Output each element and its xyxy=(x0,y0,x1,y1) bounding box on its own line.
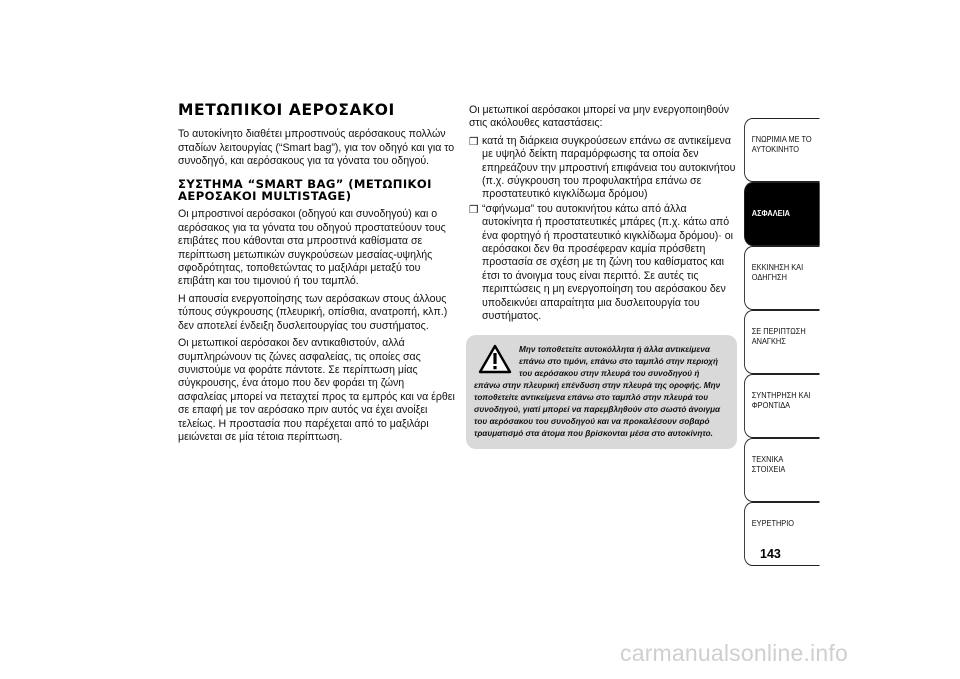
body-paragraph-2: Η απουσία ενεργοποίησης των αερόσακων στους άλλους τύπους σύγκρουσης (πλευρική, οπίσθια, ανατροπή, κλπ.) δεν αποτελεί ένδειξη δυσλειτουργίας του συστήματος. xyxy=(178,292,448,332)
page-number: 143 xyxy=(760,547,781,561)
right-column xyxy=(469,104,737,449)
watermark: carmanualsonline.info xyxy=(620,640,848,666)
section-title: ΜΕΤΩΠΙΚΟΙ ΑΕΡΟΣΑΚΟΙ xyxy=(178,101,395,119)
warning-triangle-icon xyxy=(478,344,512,374)
warning-text: Μην τοποθετείτε αυτοκόλλητα ή άλλα αντικείμενα επάνω στο τιμόνι, επάνω στο ταμπλό στην περιοχή του αερόσακου στην πλευρά του συνοδηγού ή επάνω στην πλευρική επένδυση στην πλευρά της οροφής. Μην τοποθετείτε αντικείμενα επάνω στο ταμπλό στην πλευρά του συνοδηγού, γιατί μπορεί να παρεμβληθούν στο σωστό άνοιγμα του αερόσακου του συνοδηγού και να προκαλέσουν σοβαρό τραυματισμό στα άτομα που βρίσκονται μέσα στο αυτοκίνητο. xyxy=(474,344,721,438)
conditions-intro: Οι μετωπικοί αερόσακοι μπορεί να μην ενεργοποιηθούν στις ακόλουθες καταστάσεις: xyxy=(469,104,730,130)
tab-starting-driving[interactable]: ΕΚΚΙΝΗΣΗ ΚΑΙ ΟΔΗΓΗΣΗ xyxy=(744,246,820,310)
tab-index[interactable]: ΕΥΡΕΤΗΡΙΟ xyxy=(744,502,820,566)
checkbox-bullet-icon: ❒ xyxy=(469,135,479,148)
tab-emergency[interactable]: ΣΕ ΠΕΡΙΠΤΩΣΗ ΑΝΑΓΚΗΣ xyxy=(744,310,820,374)
list-item-text: “σφήνωμα” του αυτοκινήτου κάτω από άλλα αυτοκίνητα ή προστατευτικές μπάρες (π.χ. κάτω από ένα φορτηγό ή προστατευτικό κιγκλίδωμα δρόμου)· οι αερόσακοι δεν θα προσέφεραν καμία πρόσθετη προστασία σε σχέση με τη ζώνη του καθίσματος και έτσι το άνοιγμα τους είναι περιττό. Σε αυτές τις περιπτώσεις η μη ενεργοποίηση του αερόσακου δεν υποδεικνύει απαραίτητα μια δυσλειτουργία του συστήματος. xyxy=(482,202,734,323)
tab-maintenance[interactable]: ΣΥΝΤΗΡΗΣΗ ΚΑΙ ΦΡΟΝΤΙΔΑ xyxy=(744,374,820,438)
warning-box xyxy=(466,335,737,449)
checkbox-bullet-icon: ❒ xyxy=(469,203,479,216)
tab-getting-to-know[interactable]: ΓΝΩΡΙΜΙΑ ΜΕ ΤΟ ΑΥΤΟΚΙΝΗΤΟ xyxy=(744,118,820,182)
tab-technical-data[interactable]: ΤΕΧΝΙΚΑ ΣΤΟΙΧΕΙΑ xyxy=(744,438,820,502)
list-item-text: κατά τη διάρκεια συγκρούσεων επάνω σε αντικείμενα με υψηλό δείκτη παραμόρφωσης τα οποία δεν επηρεάζουν την μπροστινή επιφάνεια του αυτοκινήτου (π.χ. σύγκρουση του προφυλακτήρα επάνω σε προστατευτικό κιγκλίδωμα δρόμου) xyxy=(482,134,736,201)
body-paragraph-1: Οι μπροστινοί αερόσακοι (οδηγού και συνοδηγού) και ο αερόσακος για τα γόνατα του οδηγού προστατεύουν τους επιβάτες που κάθονται στα μπροστινά καθίσματα σε περίπτωση μετωπικών συγκρούσεων μεσαίας-υψηλής σφοδρότητας, τοποθετώντας το μαξιλάρι μεταξύ του επιβάτη και του τιμονιού ή του ταμπλό. xyxy=(178,208,446,288)
list-item xyxy=(469,203,737,324)
conditions-list xyxy=(469,135,737,324)
left-column xyxy=(178,101,456,448)
list-item xyxy=(469,135,737,202)
tab-safety[interactable]: ΑΣΦΑΛΕΙΑ xyxy=(744,182,820,246)
intro-paragraph: Το αυτοκίνητο διαθέτει μπροστινούς αερόσακους πολλών σταδίων λειτουργίας (“Smart bag”), για τον οδηγό και για το συνοδηγό, και αερόσακους για τα γόνατα του οδηγού. xyxy=(178,128,455,168)
subsection-title: ΣΥΣΤΗΜΑ “SMART BAG” (ΜΕΤΩΠΙΚΟΙ ΑΕΡΟΣΑΚΟΙ MULTISTAGE) xyxy=(178,176,432,204)
body-paragraph-3: Οι μετωπικοί αερόσακοι δεν αντικαθιστούν, αλλά συμπληρώνουν τις ζώνες ασφαλείας, τις οποίες σας συνιστούμε να φοράτε πάντοτε. Σε περίπτωση μίας σύγκρουσης, ένα άτομο που δεν φοράει τη ζώνη ασφαλείας μπορεί να πεταχτεί προς τα εμπρός και να έρθει σε επαφή με τον αερόσακο πριν αυτός να έχει ανοίξει τελείως. Η προστασία που παρέχεται από το μαξιλάρι μειώνεται σε μία τέτοια περίπτωση. xyxy=(178,337,455,443)
chapter-tabs xyxy=(744,118,821,566)
